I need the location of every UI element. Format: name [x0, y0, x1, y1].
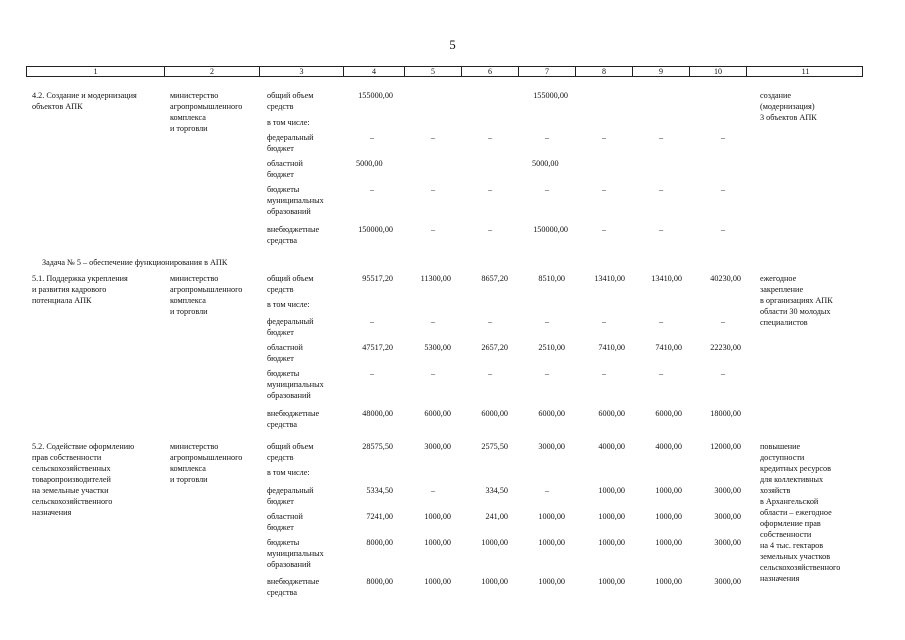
source-label: бюджет — [267, 523, 294, 532]
value-cell: 95517,20 — [362, 274, 393, 283]
value-cell: – — [720, 133, 726, 142]
value-cell: – — [430, 317, 436, 326]
source-label: федеральный — [267, 486, 314, 495]
expected-result: специалистов — [760, 318, 808, 327]
value-cell: 5000,00 — [532, 159, 559, 168]
value-cell: 13410,00 — [651, 274, 682, 283]
header-col-1: 1 — [93, 67, 98, 76]
source-label: общий объем — [267, 91, 314, 100]
value-cell: 6000,00 — [655, 409, 682, 418]
value-cell: – — [487, 185, 493, 194]
value-cell: 150000,00 — [358, 225, 393, 234]
executor: министерство — [170, 442, 219, 451]
value-cell: 3000,00 — [714, 538, 741, 547]
value-cell: 1000,00 — [598, 577, 625, 586]
source-label: бюджет — [267, 170, 294, 179]
value-cell: 18000,00 — [710, 409, 741, 418]
value-cell: 7410,00 — [598, 343, 625, 352]
value-cell: 2657,20 — [481, 343, 508, 352]
value-cell: 1000,00 — [481, 577, 508, 586]
value-cell: 47517,20 — [362, 343, 393, 352]
value-cell: – — [369, 317, 375, 326]
value-cell: 8510,00 — [538, 274, 565, 283]
expected-result: создание — [760, 91, 792, 100]
executor: и торговли — [170, 124, 208, 133]
value-cell: 40230,00 — [710, 274, 741, 283]
page-number: 5 — [449, 37, 456, 52]
source-label: бюджеты — [267, 185, 300, 194]
header-col-9: 9 — [632, 67, 689, 76]
value-cell: – — [658, 317, 664, 326]
activity-name: сельскохозяйственных — [32, 464, 111, 473]
value-cell: 3000,00 — [714, 577, 741, 586]
value-cell: – — [601, 185, 607, 194]
executor: комплекса — [170, 296, 206, 305]
value-cell: 1000,00 — [424, 538, 451, 547]
value-cell: – — [487, 225, 493, 234]
source-label: в том числе: — [267, 118, 310, 127]
value-cell: – — [369, 369, 375, 378]
source-label: средств — [267, 102, 294, 111]
expected-result: ежегодное — [760, 274, 797, 283]
executor: министерство — [170, 91, 219, 100]
source-label: средств — [267, 285, 294, 294]
value-cell: – — [720, 317, 726, 326]
value-cell: 12000,00 — [710, 442, 741, 451]
expected-result: 3 объектов АПК — [760, 113, 817, 122]
value-cell: 11300,00 — [420, 274, 451, 283]
source-label: в том числе: — [267, 300, 310, 309]
header-col-6: 6 — [461, 67, 518, 76]
activity-name: сельскохозяйственного — [32, 497, 113, 506]
value-cell: 1000,00 — [598, 512, 625, 521]
value-cell: – — [658, 133, 664, 142]
source-label: муниципальных — [267, 380, 324, 389]
source-label: федеральный — [267, 317, 314, 326]
value-cell: 150000,00 — [533, 225, 568, 234]
source-label: общий объем — [267, 274, 314, 283]
expected-result: на 4 тыс. гектаров — [760, 541, 824, 550]
header-col-2: 2 — [164, 67, 259, 76]
executor: агропромышленного — [170, 285, 243, 294]
value-cell: 241,00 — [485, 512, 508, 521]
value-cell: – — [487, 369, 493, 378]
value-cell: 13410,00 — [594, 274, 625, 283]
value-cell: – — [658, 225, 664, 234]
column-header-row — [26, 66, 863, 77]
expected-result: земельных участков — [760, 552, 831, 561]
value-cell: 3000,00 — [424, 442, 451, 451]
value-cell: 48000,00 — [362, 409, 393, 418]
header-col-10: 10 — [689, 67, 746, 76]
activity-name: 4.2. Создание и модернизация — [32, 91, 137, 100]
expected-result: оформление прав — [760, 519, 821, 528]
source-label: образований — [267, 560, 311, 569]
value-cell: 1000,00 — [538, 577, 565, 586]
value-cell: 5000,00 — [356, 159, 383, 168]
expected-result: в организациях АПК — [760, 296, 833, 305]
value-cell: – — [720, 225, 726, 234]
value-cell: – — [487, 317, 493, 326]
source-label: средства — [267, 236, 298, 245]
value-cell: – — [720, 185, 726, 194]
value-cell: – — [601, 133, 607, 142]
value-cell: 155000,00 — [533, 91, 568, 100]
source-label: бюджет — [267, 354, 294, 363]
value-cell: – — [369, 185, 375, 194]
executor: и торговли — [170, 307, 208, 316]
value-cell: – — [601, 317, 607, 326]
value-cell: 1000,00 — [424, 577, 451, 586]
header-col-11: 11 — [746, 67, 864, 76]
source-label: бюджеты — [267, 369, 300, 378]
source-label: внебюджетные — [267, 409, 320, 418]
executor: министерство — [170, 274, 219, 283]
value-cell: 1000,00 — [655, 512, 682, 521]
expected-result: собственности — [760, 530, 812, 539]
expected-result: сельскохозяйственного — [760, 563, 841, 572]
source-label: областной — [267, 343, 303, 352]
executor: комплекса — [170, 113, 206, 122]
value-cell: 1000,00 — [655, 538, 682, 547]
value-cell: 3000,00 — [714, 486, 741, 495]
value-cell: 155000,00 — [358, 91, 393, 100]
header-col-7: 7 — [518, 67, 575, 76]
value-cell: 1000,00 — [655, 577, 682, 586]
source-label: средства — [267, 588, 298, 597]
expected-result: закрепление — [760, 285, 804, 294]
source-label: внебюджетные — [267, 577, 320, 586]
value-cell: – — [720, 369, 726, 378]
activity-name: товаропроизводителей — [32, 475, 111, 484]
value-cell: – — [430, 486, 436, 495]
activity-name: и развития кадрового — [32, 285, 107, 294]
value-cell: – — [487, 133, 493, 142]
value-cell: – — [430, 369, 436, 378]
value-cell: 4000,00 — [655, 442, 682, 451]
value-cell: 3000,00 — [538, 442, 565, 451]
value-cell: 7410,00 — [655, 343, 682, 352]
header-col-8: 8 — [575, 67, 632, 76]
source-label: бюджет — [267, 497, 294, 506]
value-cell: 6000,00 — [424, 409, 451, 418]
value-cell: – — [544, 185, 550, 194]
header-col-4: 4 — [343, 67, 404, 76]
value-cell: 334,50 — [485, 486, 508, 495]
value-cell: – — [601, 225, 607, 234]
value-cell: 22230,00 — [710, 343, 741, 352]
value-cell: 2575,50 — [481, 442, 508, 451]
source-label: федеральный — [267, 133, 314, 142]
value-cell: 1000,00 — [538, 512, 565, 521]
source-label: бюджеты — [267, 538, 300, 547]
value-cell: 1000,00 — [598, 538, 625, 547]
value-cell: 3000,00 — [714, 512, 741, 521]
task-heading: Задача № 5 – обеспечение функционирования в АПК — [42, 258, 228, 267]
value-cell: 5300,00 — [424, 343, 451, 352]
source-label: общий объем — [267, 442, 314, 451]
activity-name: 5.2. Содействие оформлению — [32, 442, 135, 451]
value-cell: 2510,00 — [538, 343, 565, 352]
source-label: муниципальных — [267, 196, 324, 205]
source-label: образований — [267, 391, 311, 400]
value-cell: – — [658, 369, 664, 378]
expected-result: области 30 молодых — [760, 307, 831, 316]
expected-result: хозяйств — [760, 486, 791, 495]
source-label: областной — [267, 512, 303, 521]
expected-result: повышение — [760, 442, 801, 451]
executor: комплекса — [170, 464, 206, 473]
expected-result: для коллективных — [760, 475, 824, 484]
executor: и торговли — [170, 475, 208, 484]
activity-name: назначения — [32, 508, 72, 517]
expected-result: области – ежегодное — [760, 508, 832, 517]
value-cell: 6000,00 — [538, 409, 565, 418]
expected-result: кредитных ресурсов — [760, 464, 831, 473]
activity-name: 5.1. Поддержка укрепления — [32, 274, 128, 283]
value-cell: 4000,00 — [598, 442, 625, 451]
header-col-5: 5 — [404, 67, 461, 76]
activity-name: на земельные участки — [32, 486, 109, 495]
source-label: средства — [267, 420, 298, 429]
value-cell: 1000,00 — [598, 486, 625, 495]
source-label: муниципальных — [267, 549, 324, 558]
expected-result: в Архангельской — [760, 497, 819, 506]
value-cell: – — [430, 225, 436, 234]
activity-name: прав собственности — [32, 453, 102, 462]
value-cell: 8000,00 — [366, 538, 393, 547]
source-label: областной — [267, 159, 303, 168]
value-cell: 1000,00 — [424, 512, 451, 521]
value-cell: 5334,50 — [366, 486, 393, 495]
value-cell: 1000,00 — [538, 538, 565, 547]
header-col-3: 3 — [259, 67, 343, 76]
source-label: образований — [267, 207, 311, 216]
value-cell: – — [544, 369, 550, 378]
value-cell: – — [430, 185, 436, 194]
value-cell: 8657,20 — [481, 274, 508, 283]
source-label: внебюджетные — [267, 225, 320, 234]
value-cell: – — [369, 133, 375, 142]
value-cell: – — [658, 185, 664, 194]
value-cell: 8000,00 — [366, 577, 393, 586]
value-cell: 7241,00 — [366, 512, 393, 521]
value-cell: 28575,50 — [362, 442, 393, 451]
value-cell: – — [544, 133, 550, 142]
value-cell: 1000,00 — [481, 538, 508, 547]
source-label: бюджет — [267, 144, 294, 153]
expected-result: (модернизация) — [760, 102, 815, 111]
value-cell: – — [544, 317, 550, 326]
value-cell: 1000,00 — [655, 486, 682, 495]
expected-result: доступности — [760, 453, 805, 462]
activity-name: потенциала АПК — [32, 296, 92, 305]
executor: агропромышленного — [170, 453, 243, 462]
activity-name: объектов АПК — [32, 102, 83, 111]
value-cell: 6000,00 — [598, 409, 625, 418]
source-label: средств — [267, 453, 294, 462]
source-label: бюджет — [267, 328, 294, 337]
source-label: в том числе: — [267, 468, 310, 477]
value-cell: – — [601, 369, 607, 378]
value-cell: – — [430, 133, 436, 142]
expected-result: назначения — [760, 574, 800, 583]
value-cell: – — [544, 486, 550, 495]
value-cell: 6000,00 — [481, 409, 508, 418]
executor: агропромышленного — [170, 102, 243, 111]
